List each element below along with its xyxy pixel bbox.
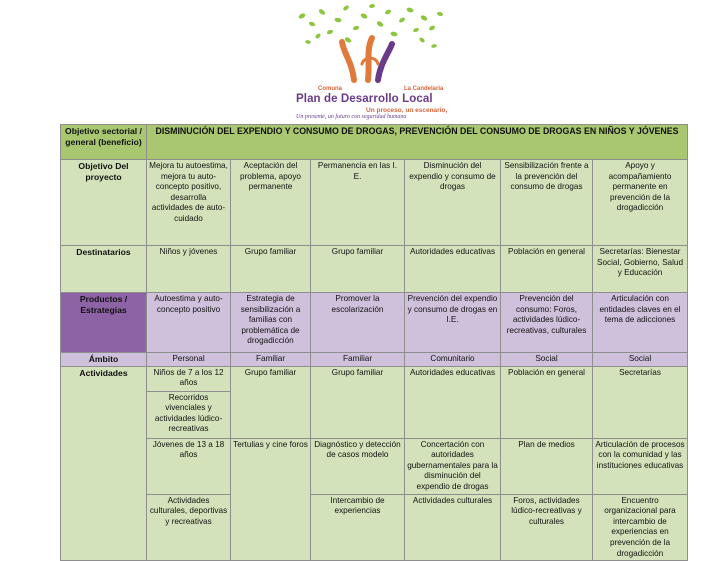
- plan-table: [60, 124, 688, 561]
- objetivo-cell: Apoyo y acompañamiento permanente en prevención de la drogadicción: [593, 160, 688, 246]
- actividad-cell: Grupo familiar: [231, 366, 311, 438]
- actividad-cell: Concertación con autoridades gubernamentales para la disminución del expendio de drogas: [405, 438, 501, 494]
- actividad-cell: Foros, actividades lúdico-recreativas y culturales: [501, 494, 593, 561]
- ambito-cell: Familiar: [311, 353, 405, 367]
- label-destinatarios: Destinatarios: [61, 246, 147, 293]
- productos-cell: Articulación con entidades claves en el tema de adicciones: [593, 293, 688, 353]
- objetivo-cell: Sensibilización frente a la prevención del consumo de drogas: [501, 160, 593, 246]
- actividad-cell: Niños de 7 a los 12 años: [147, 366, 231, 391]
- plan-logo: [282, 2, 462, 122]
- logo-tagline: Un presente, un futuro con seguridad humana: [296, 114, 407, 120]
- label-productos: Productos / Estrategias: [61, 293, 147, 353]
- ambito-cell: Familiar: [231, 353, 311, 367]
- actividad-cell: Recorridos vivenciales y actividades lúdico-recreativas: [147, 391, 231, 438]
- actividad-cell: Autoridades educativas: [405, 366, 501, 438]
- logo-tree-icon: [282, 2, 462, 84]
- row-objetivo-sectorial: [61, 125, 688, 160]
- destinatarios-cell: Población en general: [501, 246, 593, 293]
- row-actividades-3: [61, 438, 688, 494]
- row-destinatarios: [61, 246, 688, 293]
- label-objetivo-sectorial: Objetivo sectorial / general (beneficio): [61, 125, 147, 160]
- ambito-cell: Comunitario: [405, 353, 501, 367]
- objetivo-cell: Mejora tu autoestima, mejora tu auto-concepto positivo, desarrolla actividades de auto-cuidado: [147, 160, 231, 246]
- productos-cell: Prevención del consumo: Foros, actividades lúdico-recreativas, culturales: [501, 293, 593, 353]
- objetivo-cell: Permanencia en las I. E.: [311, 160, 405, 246]
- destinatarios-cell: Autoridades educativas: [405, 246, 501, 293]
- destinatarios-cell: Niños y jóvenes: [147, 246, 231, 293]
- productos-cell: Promover la escolarización: [311, 293, 405, 353]
- row-objetivo-proyecto: [61, 160, 688, 246]
- destinatarios-cell: Grupo familiar: [311, 246, 405, 293]
- logo-comuna: Comuna: [318, 86, 342, 92]
- actividad-cell: Encuentro organizacional para intercambio de experiencias en prevención de la drogadicción: [593, 494, 688, 561]
- label-ambito: Ámbito: [61, 353, 147, 367]
- label-objetivo-proyecto: Objetivo Del proyecto: [61, 160, 147, 246]
- actividad-cell: Actividades culturales: [405, 494, 501, 561]
- destinatarios-cell: Grupo familiar: [231, 246, 311, 293]
- ambito-cell: Social: [593, 353, 688, 367]
- actividad-cell: Articulación de procesos con la comunidad y las instituciones educativas: [593, 438, 688, 494]
- objetivo-cell: Disminución del expendio y consumo de drogas: [405, 160, 501, 246]
- logo-subtitle: Un proceso, un escenario,: [366, 107, 448, 114]
- productos-cell: Prevención del expendio y consumo de drogas en I.E.: [405, 293, 501, 353]
- label-actividades: Actividades: [61, 366, 147, 561]
- logo-title: Plan de Desarrollo Local: [296, 93, 433, 105]
- destinatarios-cell: Secretarías: Bienestar Social, Gobierno, Salud y Educación: [593, 246, 688, 293]
- productos-cell: Autoestima y auto-concepto positivo: [147, 293, 231, 353]
- logo-candelaria: La Candelaria: [404, 86, 444, 92]
- row-actividades-1: [61, 366, 688, 391]
- actividad-cell: Intercambio de experiencias: [311, 494, 405, 561]
- objetivo-cell: Aceptación del problema, apoyo permanente: [231, 160, 311, 246]
- row-ambito: [61, 353, 688, 367]
- actividad-cell: Tertulias y cine foros: [231, 438, 311, 561]
- actividad-cell: Secretarías: [593, 366, 688, 438]
- actividad-cell: Diagnóstico y detección de casos modelo: [311, 438, 405, 494]
- ambito-cell: Social: [501, 353, 593, 367]
- actividad-cell: Plan de medios: [501, 438, 593, 494]
- row-productos: [61, 293, 688, 353]
- actividad-cell: Actividades culturales, deportivas y recreativas: [147, 494, 231, 561]
- ambito-cell: Personal: [147, 353, 231, 367]
- objetivo-sectorial-value: DISMINUCIÓN DEL EXPENDIO Y CONSUMO DE DROGAS, PREVENCIÓN DEL CONSUMO DE DROGAS EN NIÑOS Y JÓVENES: [147, 125, 688, 160]
- actividad-cell: Jóvenes de 13 a 18 años: [147, 438, 231, 494]
- actividad-cell: Población en general: [501, 366, 593, 438]
- productos-cell: Estrategia de sensibilización a familias con problemática de drogadicción: [231, 293, 311, 353]
- actividad-cell: Grupo familiar: [311, 366, 405, 438]
